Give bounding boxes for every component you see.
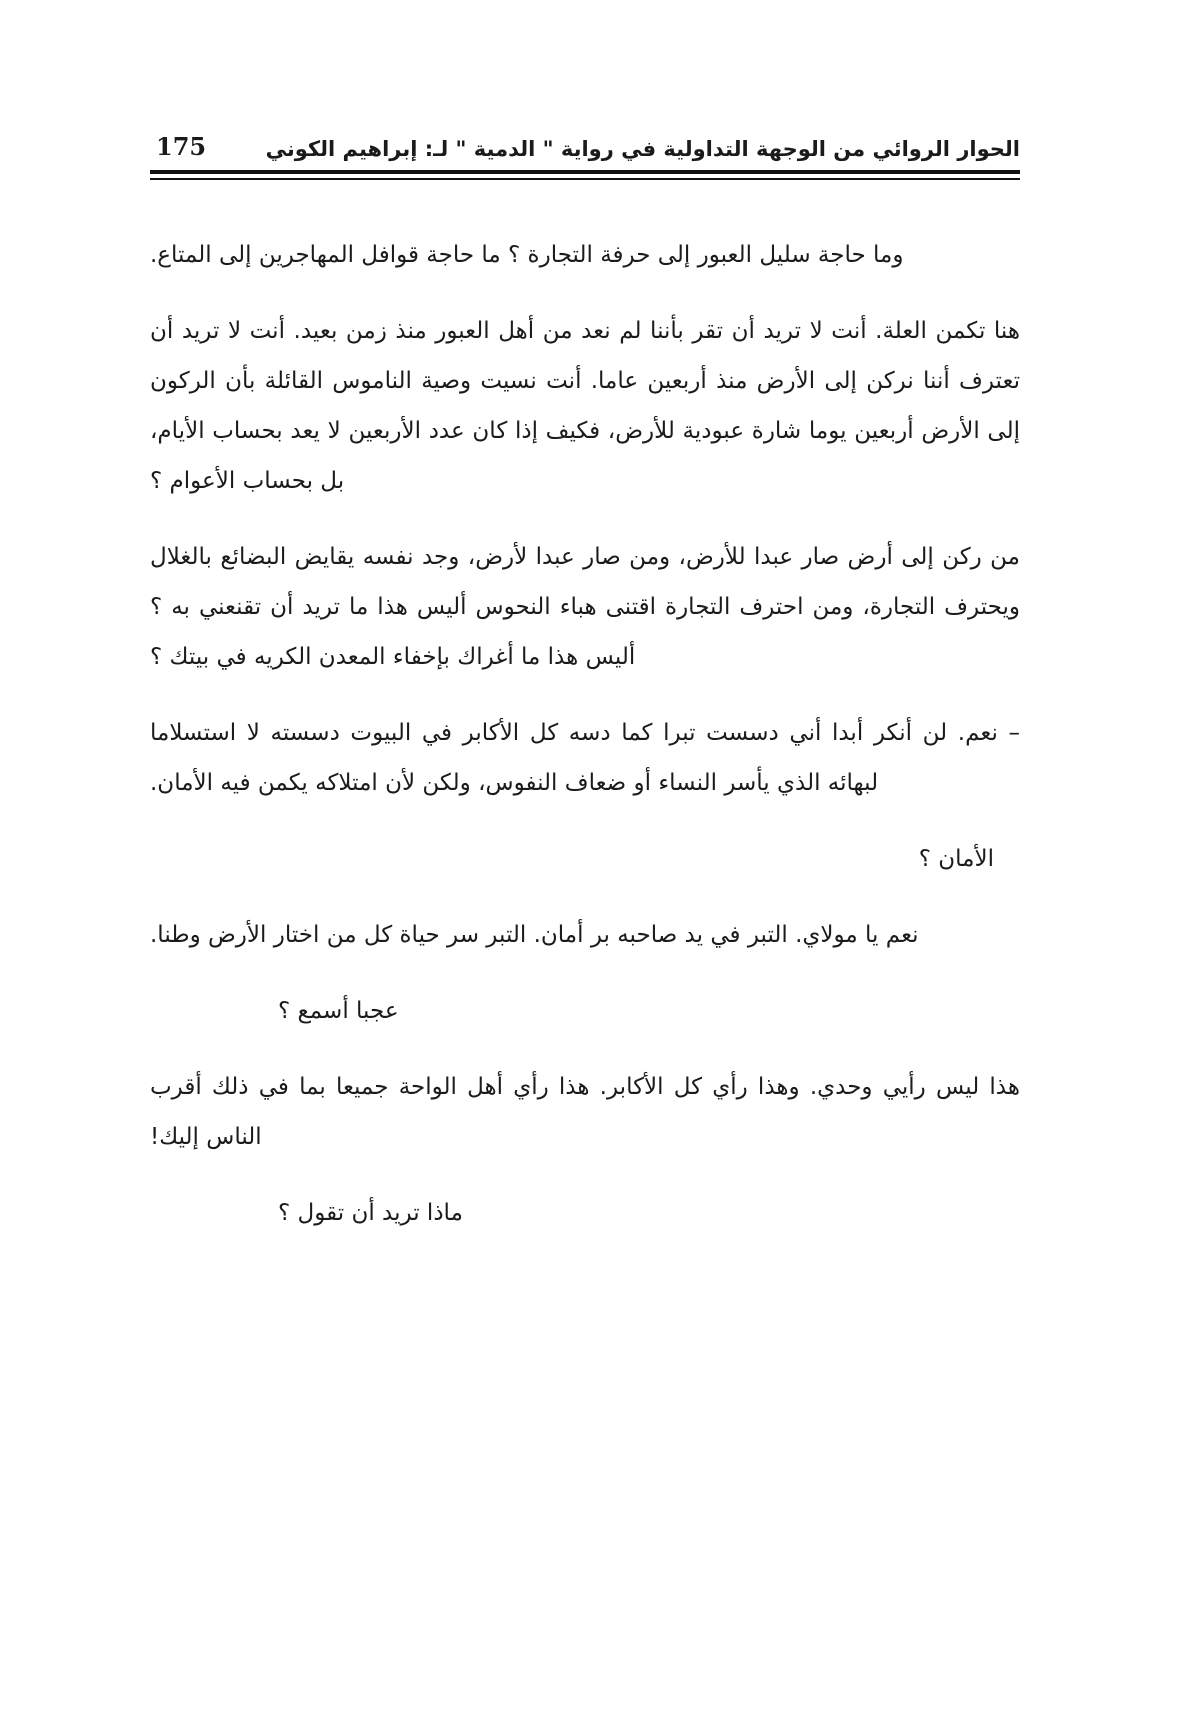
header-divider — [150, 170, 1020, 180]
paragraph-7: عجبا أسمع ؟ — [278, 998, 399, 1024]
page-header — [150, 132, 1020, 161]
paragraph-6: نعم يا مولاي. التبر في يد صاحبه بر أمان. التبر سر حياة كل من اختار الأرض وطنا. — [150, 922, 919, 948]
paragraph-3: من ركن إلى أرض صار عبدا للأرض، ومن صار عبدا لأرض، وجد نفسه يقايض البضائع بالغلال ويحترف التجارة، ومن احترف التجارة اقتنى هباء النحوس أليس هذا ما تريد أن تقنعني به ؟ أليس هذا ما أغراك بإخفاء المعدن الكريه في بيتك ؟ — [150, 544, 1020, 670]
paragraph-8: هذا ليس رأيي وحدي. وهذا رأي كل الأكابر. هذا رأي أهل الواحة جميعا بما في ذلك أقرب الناس إليك! — [150, 1074, 1020, 1150]
paragraph-9: ماذا تريد أن تقول ؟ — [278, 1200, 463, 1226]
paragraph-4: – نعم. لن أنكر أبدا أني دسست تبرا كما دسه كل الأكابر في البيوت دسسته لا استسلاما لبهائه الذي يأسر النساء أو ضعاف النفوس، ولكن لأن امتلاكه يكمن فيه الأمان. — [150, 720, 1020, 796]
header-title: الحوار الروائي من الوجهة التداولية في رواية " الدمية " لـ: إبراهيم الكوني — [265, 137, 1020, 161]
paragraph-1: وما حاجة سليل العبور إلى حرفة التجارة ؟ ما حاجة قوافل المهاجرين إلى المتاع. — [150, 242, 904, 268]
document-body — [150, 230, 1020, 1238]
paragraph-2: هنا تكمن العلة. أنت لا تريد أن تقر بأننا لم نعد من أهل العبور منذ زمن بعيد. أنت لا تريد أن تعترف أننا نركن إلى الأرض منذ أربعين عاما. أنت نسيت وصية الناموس القائلة بأن الركون إلى الأرض أربعين يوما شارة عبودية للأرض، فكيف إذا كان عدد الأربعين لا يعد بحساب الأيام، بل بحساب الأعوام ؟ — [150, 318, 1020, 494]
paragraph-5: الأمان ؟ — [918, 846, 994, 872]
page-number: 175 — [156, 132, 207, 161]
